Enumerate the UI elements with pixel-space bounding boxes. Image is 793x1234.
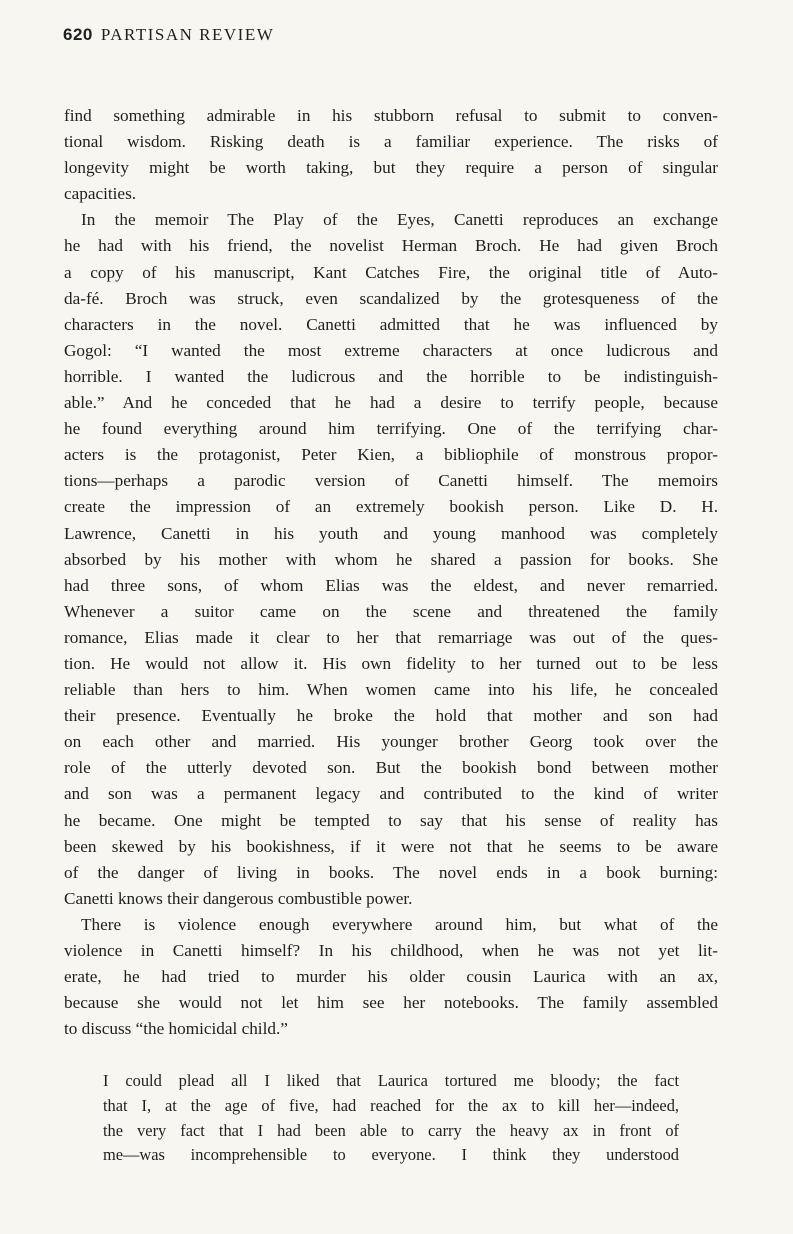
body-line: he became. One might be tempted to say that his sense of reality has bbox=[64, 810, 718, 830]
body-line: Lawrence, Canetti in his youth and young manhood was completely bbox=[64, 523, 718, 543]
body-line: of the danger of living in books. The novel ends in a book burning: bbox=[64, 862, 718, 882]
body-line: able.” And he conceded that he had a desire to terrify people, because bbox=[64, 393, 718, 413]
quote-line: the very fact that I had been able to carry the heavy ax in front of bbox=[103, 1120, 679, 1140]
body-line: characters in the novel. Canetti admitted that he was influenced by bbox=[64, 314, 718, 334]
body-line: on each other and married. His younger brother Georg took over the bbox=[64, 732, 718, 752]
quote-line: that I, at the age of five, had reached for the ax to kill her—indeed, bbox=[103, 1095, 679, 1115]
body-line: reliable than hers to him. When women came into his life, he concealed bbox=[64, 680, 718, 700]
page-number: 620 bbox=[63, 25, 93, 44]
body-line: romance, Elias made it clear to her that remarriage was out of the ques- bbox=[64, 627, 718, 647]
quote-line: I could plead all I liked that Laurica tortured me bloody; the fact bbox=[103, 1071, 679, 1090]
quote-line: me—was incomprehensible to everyone. I think they understood bbox=[103, 1145, 679, 1165]
body-line: capacities. bbox=[64, 184, 137, 204]
body-line: da-fé. Broch was struck, even scandalized by the grotesqueness of the bbox=[64, 288, 718, 308]
body-line: tional wisdom. Risking death is a familiar experience. The risks of bbox=[64, 132, 718, 152]
body-line: and son was a permanent legacy and contributed to the kind of writer bbox=[64, 784, 718, 804]
body-line: erate, he had tried to murder his older cousin Laurica with an ax, bbox=[64, 967, 718, 987]
body-line: tion. He would not allow it. His own fidelity to her turned out to be less bbox=[64, 653, 718, 673]
block-quote bbox=[103, 1069, 679, 1168]
running-header bbox=[63, 25, 274, 45]
body-line: a copy of his manuscript, Kant Catches Fire, the original title of Auto- bbox=[64, 262, 718, 282]
body-line: acters is the protagonist, Peter Kien, a bibliophile of monstrous propor- bbox=[64, 445, 718, 465]
body-line: longevity might be worth taking, but they require a person of singular bbox=[64, 158, 718, 178]
body-line: tions—perhaps a parodic version of Canetti himself. The memoirs bbox=[64, 471, 718, 491]
body-line: to discuss “the homicidal child.” bbox=[64, 1019, 288, 1039]
body-line: In the memoir The Play of the Eyes, Canetti reproduces an exchange bbox=[81, 210, 718, 230]
body-line: create the impression of an extremely bookish person. Like D. H. bbox=[64, 497, 718, 517]
body-line: their presence. Eventually he broke the hold that mother and son had bbox=[64, 706, 718, 726]
body-line: he had with his friend, the novelist Herman Broch. He had given Broch bbox=[64, 236, 718, 256]
body-line: find something admirable in his stubborn refusal to submit to conven- bbox=[64, 106, 718, 125]
body-text bbox=[64, 103, 718, 1042]
body-line: violence in Canetti himself? In his childhood, when he was not yet lit- bbox=[64, 941, 718, 960]
body-line: been skewed by his bookishness, if it were not that he seems to be aware bbox=[64, 836, 718, 856]
body-line: horrible. I wanted the ludicrous and the horrible to be indistinguish- bbox=[64, 366, 718, 386]
body-line: Gogol: “I wanted the most extreme characters at once ludicrous and bbox=[64, 340, 718, 360]
body-line: because she would not let him see her notebooks. The family assembled bbox=[64, 993, 718, 1013]
body-line: Whenever a suitor came on the scene and threatened the family bbox=[64, 601, 718, 621]
body-line: absorbed by his mother with whom he shared a passion for books. She bbox=[64, 549, 718, 569]
body-line: There is violence enough everywhere around him, but what of the bbox=[81, 914, 718, 934]
body-line: Canetti knows their dangerous combustible power. bbox=[64, 888, 413, 908]
journal-title: PARTISAN REVIEW bbox=[100, 25, 275, 44]
body-line: had three sons, of whom Elias was the eldest, and never remarried. bbox=[64, 575, 718, 595]
body-line: role of the utterly devoted son. But the bookish bond between mother bbox=[64, 758, 718, 778]
body-line: he found everything around him terrifying. One of the terrifying char- bbox=[64, 419, 718, 439]
